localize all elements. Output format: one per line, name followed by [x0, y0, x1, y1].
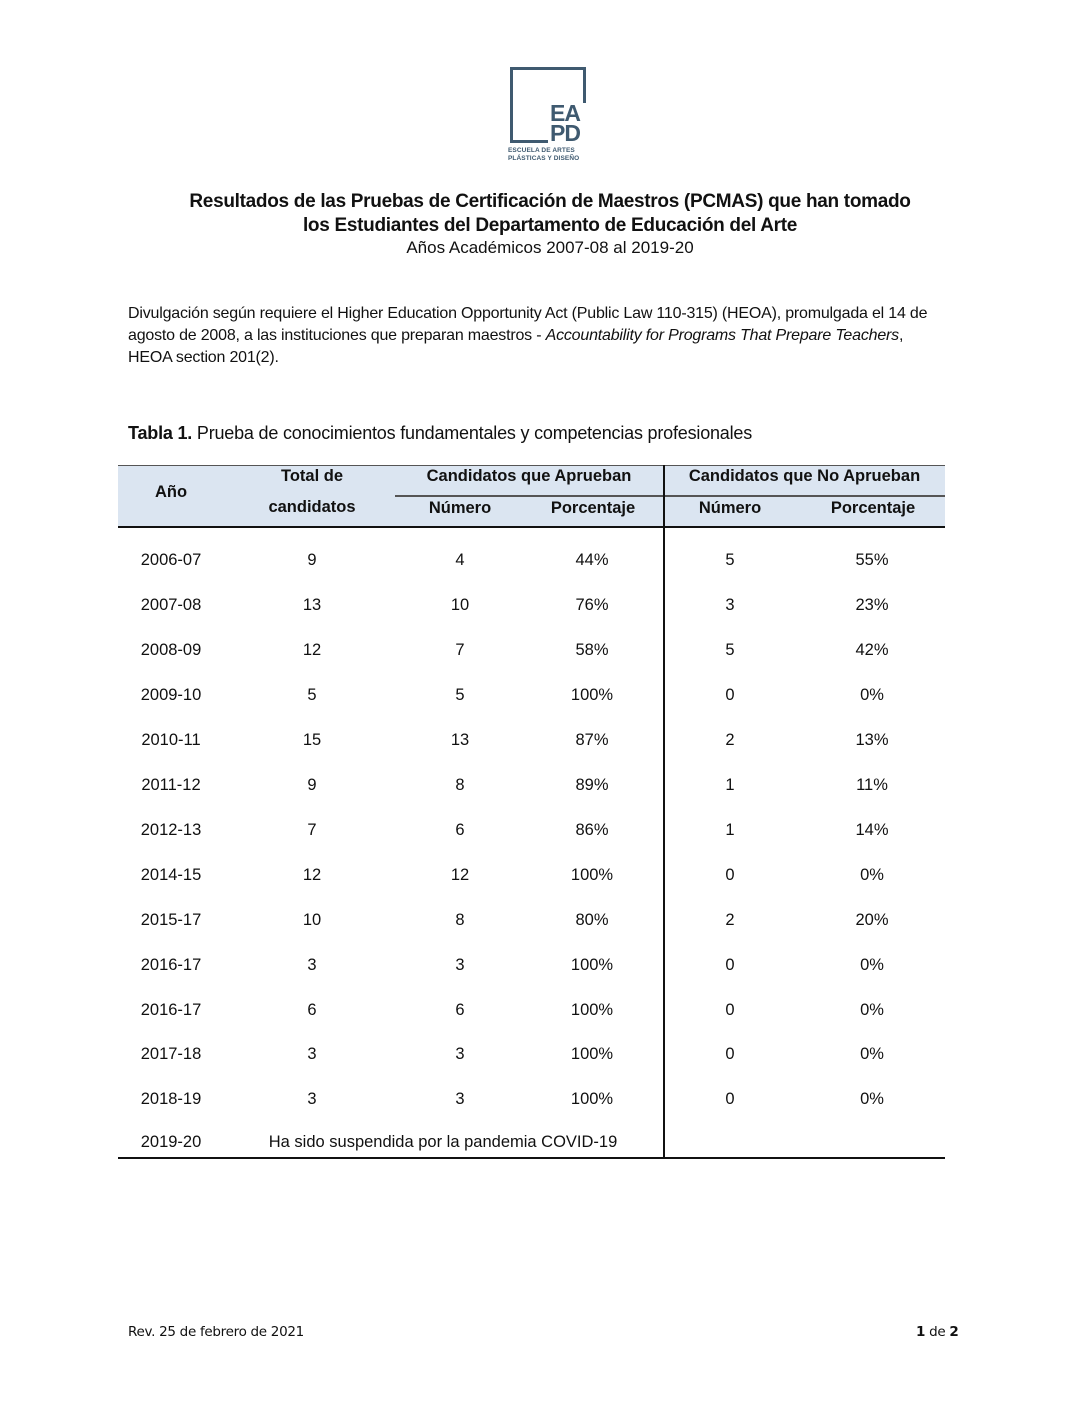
- cell-year: 2011-12: [141, 775, 201, 794]
- page-current: 1: [916, 1324, 926, 1340]
- cell-fail-p: 0%: [860, 955, 884, 974]
- logo-subtitle-line2: PLÁSTICAS Y DISEÑO: [508, 154, 580, 162]
- col-group-fail: Candidatos que No Aprueban: [688, 467, 921, 485]
- table-row: [118, 731, 945, 755]
- cell-pass-p: 100%: [570, 865, 614, 884]
- table-row-last: [118, 1133, 945, 1157]
- table-row: [118, 1001, 945, 1025]
- cell-pass-p: 100%: [570, 1000, 614, 1019]
- table-row: [118, 1045, 945, 1069]
- page-number: [916, 1324, 958, 1340]
- logo: [510, 67, 590, 165]
- subheader-divider: [395, 495, 945, 497]
- cell-pass-p: 80%: [575, 910, 609, 929]
- col-total-line1: Total de: [280, 467, 344, 485]
- col-fail-percent: Porcentaje: [830, 499, 916, 517]
- cell-pass-p: 58%: [575, 640, 609, 659]
- page-sep: de: [925, 1324, 950, 1340]
- cell-fail-p: 0%: [860, 1000, 884, 1019]
- cell-pass-n: 8: [455, 775, 465, 794]
- cell-pass-n: 3: [455, 1045, 465, 1064]
- cell-fail-p: 23%: [855, 595, 889, 614]
- cell-total: 3: [307, 1090, 317, 1109]
- table-row: [118, 1090, 945, 1114]
- cell-pass-n: 13: [450, 730, 470, 749]
- cell-fail-n: 2: [725, 910, 735, 929]
- cell-pass-p: 100%: [570, 685, 614, 704]
- cell-pass-p: 100%: [570, 955, 614, 974]
- cell-total: 7: [307, 820, 317, 839]
- table-row: [118, 866, 945, 890]
- table-row: [118, 911, 945, 935]
- cell-fail-p: 55%: [855, 551, 889, 569]
- cell-fail-n: 0: [725, 1090, 735, 1109]
- cell-year: 2009-10: [140, 685, 202, 704]
- table-bottom-border: [118, 1157, 945, 1159]
- cell-year: 2018-19: [140, 1090, 202, 1109]
- cell-fail-n: 5: [725, 640, 735, 659]
- cell-fail-p: 11%: [856, 775, 888, 794]
- cell-year: 2016-17: [140, 955, 202, 974]
- cell-fail-n: 1: [725, 775, 735, 794]
- col-year: Año: [154, 483, 188, 501]
- table-row: [118, 596, 945, 620]
- cell-pass-n: 5: [455, 685, 465, 704]
- cell-year: 2016-17: [140, 1000, 202, 1019]
- cell-fail-n: 5: [725, 551, 735, 569]
- col-pass-percent: Porcentaje: [550, 499, 636, 517]
- intro-text-end: , HEOA section 201(2).: [128, 327, 904, 366]
- cell-pass-n: 4: [455, 551, 465, 569]
- cell-pass-p: 87%: [575, 730, 609, 749]
- cell-total: 12: [302, 865, 322, 884]
- revision-date: Rev. 25 de febrero de 2021: [128, 1324, 304, 1340]
- cell-fail-p: 0%: [860, 865, 884, 884]
- cell-pass-p: 76%: [575, 595, 609, 614]
- cell-fail-p: 0%: [860, 1045, 884, 1064]
- cell-year: 2019-20: [140, 1133, 202, 1151]
- cell-fail-p: 20%: [855, 910, 889, 929]
- cell-pass-p: 89%: [575, 775, 609, 794]
- table-caption-label: Tabla 1.: [128, 423, 193, 443]
- cell-year: 2017-18: [140, 1045, 202, 1064]
- cell-fail-n: 0: [725, 685, 735, 704]
- col-fail-number: Número: [698, 499, 762, 517]
- cell-year: 2008-09: [140, 640, 202, 659]
- intro-paragraph: [128, 303, 948, 369]
- cell-year: 2006-07: [140, 551, 202, 569]
- cell-total: 3: [307, 1045, 317, 1064]
- col-pass-number: Número: [428, 499, 492, 517]
- table-caption: [128, 422, 752, 444]
- cell-pass-p: 86%: [575, 820, 609, 839]
- cell-pass-p: 100%: [570, 1090, 614, 1109]
- cell-year: 2010-11: [141, 730, 201, 749]
- logo-subtitle: [508, 147, 598, 162]
- table-row: [118, 956, 945, 980]
- cell-fail-n: 0: [725, 1000, 735, 1019]
- logo-letters: [548, 100, 594, 146]
- intro-italic: Accountability for Programs That Prepare Teachers: [545, 327, 899, 344]
- intro-text: Divulgación según requiere el Higher Education Opportunity Act (Public Law 110-315) (HEOA), promulgada el 14 de agosto de 2008, a las instituciones que preparan maestros -: [128, 305, 928, 344]
- logo-letters-top: EA: [550, 100, 580, 126]
- cell-year: 2012-13: [140, 820, 202, 839]
- cell-fail-p: 13%: [855, 730, 889, 749]
- cell-pass-n: 6: [455, 1000, 465, 1019]
- cell-pass-n: 3: [455, 1090, 465, 1109]
- cell-total: 5: [307, 685, 317, 704]
- cell-total: 12: [302, 640, 322, 659]
- cell-year: 2007-08: [140, 595, 202, 614]
- logo-subtitle-line1: ESCUELA DE ARTES: [508, 147, 575, 154]
- cell-pass-n: 12: [450, 865, 470, 884]
- table-caption-text: Prueba de conocimientos fundamentales y competencias profesionales: [192, 423, 753, 443]
- table-row: [118, 551, 945, 575]
- cell-total: 13: [302, 595, 322, 614]
- cell-fail-p: 0%: [860, 685, 884, 704]
- col-group-pass: Candidatos que Aprueban: [426, 467, 632, 485]
- cell-year: 2015-17: [140, 910, 202, 929]
- cell-pass-p: 44%: [575, 551, 609, 569]
- table-row: [118, 641, 945, 665]
- page-title-line2: los Estudiantes del Departamento de Educación del Arte: [302, 215, 798, 236]
- page-title-line1: Resultados de las Pruebas de Certificación de Maestros (PCMAS) que han tomado: [189, 191, 911, 212]
- page-subtitle: Años Académicos 2007-08 al 2019-20: [406, 238, 694, 257]
- cell-pass-p: 100%: [570, 1045, 614, 1064]
- cell-fail-p: 14%: [855, 820, 889, 839]
- cell-total: 6: [307, 1000, 317, 1019]
- cell-fail-n: 0: [725, 865, 735, 884]
- cell-fail-n: 2: [725, 730, 735, 749]
- cell-fail-n: 3: [725, 595, 735, 614]
- table-row: [118, 776, 945, 800]
- table-row: [118, 821, 945, 845]
- page-title: [0, 190, 1088, 238]
- col-total-line2: candidatos: [268, 498, 356, 516]
- cell-pass-n: 8: [455, 910, 465, 929]
- cell-fail-p: 42%: [855, 640, 889, 659]
- logo-letters-bottom: PD: [550, 120, 580, 146]
- cell-fail-n: 0: [725, 955, 735, 974]
- cell-pass-n: 10: [450, 595, 470, 614]
- cell-total: 9: [307, 775, 317, 794]
- cell-fail-n: 1: [725, 820, 735, 839]
- cell-pass-n: 7: [455, 640, 465, 659]
- cell-pass-n: 6: [455, 820, 465, 839]
- table-row: [118, 686, 945, 710]
- cell-pass-n: 3: [455, 955, 465, 974]
- cell-total: 10: [302, 910, 322, 929]
- cell-year: 2014-15: [140, 865, 202, 884]
- cell-total: 9: [307, 551, 317, 569]
- cell-fail-n: 0: [725, 1045, 735, 1064]
- cell-total: 3: [307, 955, 317, 974]
- page-total: 2: [949, 1324, 959, 1340]
- cell-note: Ha sido suspendida por la pandemia COVID-19: [268, 1133, 618, 1151]
- cell-total: 15: [302, 730, 322, 749]
- cell-fail-p: 0%: [860, 1090, 884, 1109]
